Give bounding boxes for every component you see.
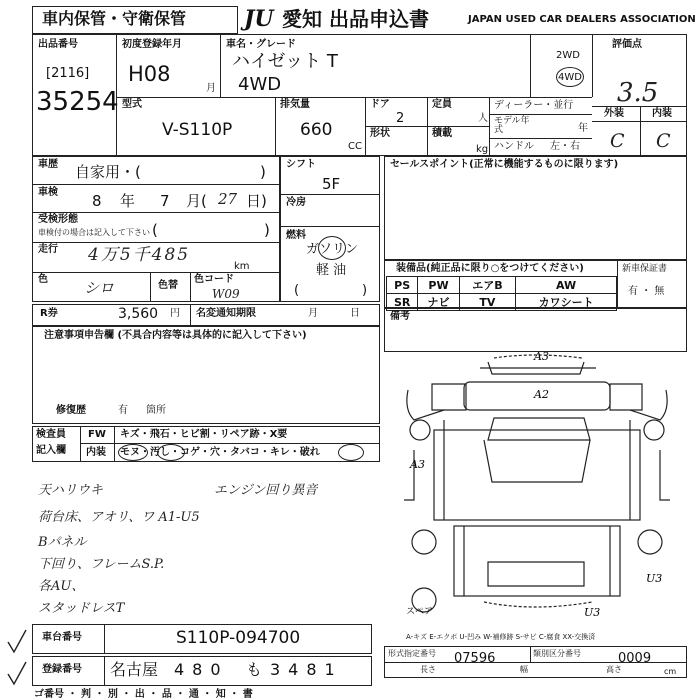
equipment-table <box>386 276 617 311</box>
diagram-legend: A-キズ E-エクボ U-凹み W-補修跡 S-サビ C-腐食 XX-交換済 <box>406 633 596 641</box>
inspection-year-unit: 年 <box>120 192 136 210</box>
dealer-label: ディーラー・並行 <box>494 100 574 111</box>
equip-ps: PS <box>387 277 418 294</box>
inspector-label-2: 記入欄 <box>36 445 66 456</box>
load-label: 積載 <box>432 128 452 139</box>
footer-text: ゴ番号 ・ 判 ・ 別 ・ 出 ・ 品 ・ 通 ・ 知 ・ 書 <box>34 689 253 700</box>
sales-point-label: セールスポイント(正常に機能するものに限ります) <box>390 159 619 170</box>
drive-2wd: 2WD <box>556 50 580 61</box>
diagram-label-a3-top: A3 <box>534 350 549 363</box>
drive-4wd: 4WD <box>558 72 582 83</box>
mileage-label: 走行 <box>38 244 58 255</box>
fw-text: キズ・飛石・ヒビ割・リペア跡・X要 <box>120 429 288 440</box>
equipment-label: 装備品(純正品に限り○をつけてください) <box>396 263 584 274</box>
displacement-unit: CC <box>348 141 362 152</box>
inspection-year: 8 <box>92 192 102 210</box>
mileage-unit: km <box>234 261 250 272</box>
ac-label: 冷房 <box>286 197 306 208</box>
load-unit: kg <box>476 144 489 155</box>
inspector-label-1: 検査員 <box>36 429 66 440</box>
score-interior-value: C <box>656 130 671 152</box>
dim-cm: cm <box>664 667 677 676</box>
notes-label: 備考 <box>390 311 410 322</box>
cert-label: 形式指定番号 <box>388 649 436 658</box>
first-reg-label: 初度登録年月 <box>122 39 182 50</box>
mileage-value: 4万5千485 <box>88 245 191 265</box>
model-code-value: V-S110P <box>162 120 233 140</box>
diagram-label-a3-left: A3 <box>410 458 425 471</box>
fuel-diesel: 軽 油 <box>316 263 347 278</box>
dim-height: 高さ <box>606 665 622 674</box>
interior-circle-2-icon <box>157 444 185 461</box>
lot-number: 35254 <box>36 87 119 117</box>
equip-aw: AW <box>516 277 617 294</box>
handle-label: ハンドル <box>494 141 534 152</box>
drive-4wd-circle-icon <box>556 67 584 87</box>
score-exterior-label: 外装 <box>604 108 624 119</box>
car-diagram <box>384 350 687 630</box>
first-reg-unit: 月 <box>206 83 216 94</box>
class-value: 0009 <box>618 651 652 666</box>
first-reg-value: H08 <box>128 62 171 86</box>
acceptance-note: 車検付の場合は記入して下さい <box>38 228 150 237</box>
capacity-unit: 人 <box>478 113 488 124</box>
lot-code: [2116] <box>46 66 90 81</box>
diagram-label-a2: A2 <box>534 388 549 401</box>
repair-label: 修復歴 <box>56 405 86 416</box>
lot-label: 出品番号 <box>38 39 78 50</box>
diagram-label-u3-right: U3 <box>646 572 663 585</box>
model-grade-label: 車名・グレード <box>226 39 296 50</box>
check-marks <box>4 628 30 692</box>
warranty-opts: 有 ・ 無 <box>628 286 665 297</box>
equip-leather: カワシート <box>516 294 617 311</box>
hand-note-6: スタッドレスT <box>38 601 125 616</box>
fuel-gas-circle-icon <box>318 236 346 260</box>
interior-text: モヌ・汚し・コゲ・穴・タバコ・キレ・破れ <box>120 447 320 458</box>
registration-number: 3481 <box>270 660 343 679</box>
notice-month: 月 <box>308 308 318 319</box>
dim-length: 長さ <box>420 665 436 674</box>
hand-note-4: 下回り、フレームS.P. <box>38 557 165 572</box>
interior-label: 内装 <box>86 447 106 458</box>
inspection-month-unit: 月( <box>186 192 207 210</box>
hand-note-3: Bパネル <box>38 535 87 550</box>
shift-value: 5F <box>322 175 341 193</box>
equip-pw: PW <box>418 277 459 294</box>
repair-place: 箇所 <box>146 405 166 416</box>
hand-note-5: 各AU、 <box>38 579 85 594</box>
acceptance-open: ( <box>152 221 158 239</box>
registration-class: 480 <box>174 660 229 679</box>
equip-navi: ナビ <box>418 294 459 311</box>
registration-kana: も <box>246 660 263 679</box>
model-code-label: 型式 <box>122 99 142 110</box>
registration-label: 登録番号 <box>42 664 82 675</box>
recycle-label: R券 <box>40 308 58 319</box>
hand-note-2: 荷台床、アオリ、ワ A1-U5 <box>38 510 200 525</box>
shape-label: 形状 <box>370 128 390 139</box>
chassis-value: S110P-094700 <box>176 628 301 648</box>
fw-label: FW <box>88 429 106 440</box>
recycle-value: 3,560 <box>118 306 159 322</box>
acceptance-close: ) <box>264 221 270 239</box>
diagram-label-u3-bottom: U3 <box>584 606 601 619</box>
inspection-month: 7 <box>160 192 170 210</box>
score-label: 評価点 <box>612 39 642 50</box>
fuel-label: 燃料 <box>286 230 306 241</box>
history-close: ) <box>260 163 266 181</box>
capacity-label: 定員 <box>432 99 452 110</box>
interior-circle-3-icon <box>338 444 364 461</box>
warranty-label: 新車保証書 <box>622 264 668 274</box>
color-value: シロ <box>84 279 115 297</box>
inspection-day-unit: 日) <box>246 192 267 210</box>
inspection-day: 27 <box>218 190 238 208</box>
org-english: JAPAN USED CAR DEALERS ASSOCIATION <box>468 14 696 25</box>
chassis-label: 車台番号 <box>42 632 82 643</box>
dim-width: 幅 <box>520 665 528 674</box>
color-code-value: W09 <box>212 287 240 301</box>
displacement-label: 排気量 <box>280 99 310 110</box>
hand-note-right: エンジン回り異音 <box>214 483 318 498</box>
model-year-unit: 年 <box>578 123 588 134</box>
color-label: 色 <box>38 274 48 285</box>
ju-logo: JU <box>244 6 274 32</box>
notes-section <box>384 308 687 352</box>
color-code-label: 色コード <box>194 274 234 285</box>
notice-day: 日 <box>350 308 360 319</box>
model-drive: 4WD <box>238 74 282 95</box>
acceptance-label: 受検形態 <box>38 214 78 225</box>
score-value: 3.5 <box>617 78 659 108</box>
doors-label: ドア <box>370 99 390 110</box>
color-change-label: 色替 <box>158 280 178 291</box>
hand-note-1: 天ハリウキ <box>38 483 104 498</box>
storage-label: 車内保管・守衛保管 <box>42 9 187 28</box>
fuel-gas: ガソリン <box>306 242 359 257</box>
cert-value: 07596 <box>454 651 496 666</box>
score-exterior-value: C <box>610 130 625 152</box>
equip-sr: SR <box>387 294 418 311</box>
notice-label: 名変通知期限 <box>196 308 256 319</box>
fuel-close: ) <box>362 283 368 298</box>
history-value: 自家用・( <box>75 163 141 181</box>
equip-tv: TV <box>459 294 515 311</box>
registration-city: 名古屋 <box>110 660 159 679</box>
displacement-value: 660 <box>300 120 333 140</box>
fuel-open: ( <box>294 283 300 298</box>
org-title: 愛知 出品申込書 <box>282 7 429 31</box>
declaration-label: 注意事項申告欄 (不具合内容等は具体的に記入して下さい) <box>44 330 307 341</box>
recycle-unit: 円 <box>170 308 180 319</box>
model-year-label: モデル年式 <box>494 116 530 135</box>
history-label: 車歴 <box>38 159 58 170</box>
interior-circle-1-icon <box>118 444 148 461</box>
score-interior-label: 内装 <box>652 108 672 119</box>
handle-opts: 左・右 <box>550 141 580 152</box>
equip-airbag: エアB <box>459 277 515 294</box>
shift-label: シフト <box>286 159 316 170</box>
doors-value: 2 <box>396 111 405 126</box>
sales-point-section <box>384 156 687 260</box>
spare-label: スペア <box>406 607 434 617</box>
model-name: ハイゼット T <box>232 51 338 72</box>
class-label: 類別区分番号 <box>533 649 581 658</box>
repair-value: 有 <box>118 405 128 416</box>
inspection-label: 車検 <box>38 187 58 198</box>
